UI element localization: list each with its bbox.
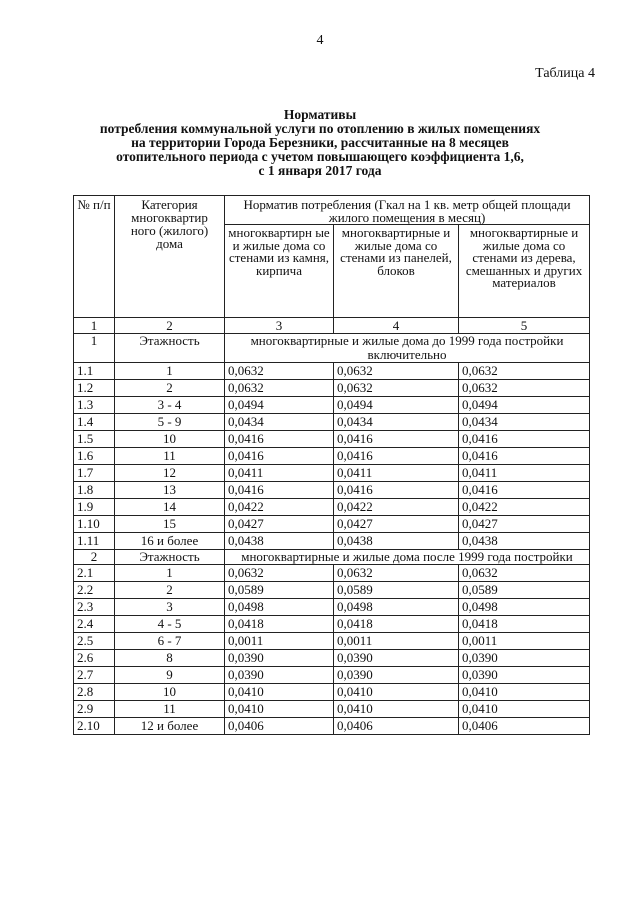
header-category: Категория многоквартир ного (жилого) дома [115,196,225,318]
row-number: 2.8 [74,684,115,701]
section-category: Этажность [115,550,225,565]
title-line-4: отопительного периода с учетом повышающего коэффициента 1,6, [116,149,524,164]
row-value-panel: 0,0416 [334,482,459,499]
row-value-wood: 0,0411 [459,465,590,482]
header-norm: Норматив потребления (Гкал на 1 кв. метр общей площади жилого помещения в месяц) [225,196,590,225]
row-number: 1.5 [74,431,115,448]
row-floors: 9 [115,667,225,684]
section-num: 1 [74,334,115,363]
section-description: многоквартирные и жилые дома до 1999 года постройки включительно [225,334,590,363]
row-value-panel: 0,0632 [334,565,459,582]
header-row-1 [74,196,590,225]
header-num: № п/п [74,196,115,318]
row-number: 2.5 [74,633,115,650]
table-row [74,616,590,633]
row-value-wood: 0,0589 [459,582,590,599]
column-number: 3 [225,318,334,334]
row-number: 1.8 [74,482,115,499]
row-number: 2.4 [74,616,115,633]
header-sub-panel: многоквартирные и жилые дома со стенами из панелей, блоков [334,225,459,318]
header-sub-stone: многоквартирн ые и жилые дома со стенами из камня, кирпича [225,225,334,318]
row-floors: 3 - 4 [115,397,225,414]
row-floors: 8 [115,650,225,667]
norms-table [73,195,590,735]
row-floors: 10 [115,684,225,701]
row-floors: 3 [115,599,225,616]
row-floors: 15 [115,516,225,533]
table-row [74,718,590,735]
section-2-header [74,550,590,565]
table-row [74,499,590,516]
row-value-wood: 0,0498 [459,599,590,616]
table-row [74,565,590,582]
table-row [74,482,590,499]
row-floors: 11 [115,701,225,718]
row-value-panel: 0,0416 [334,448,459,465]
row-floors: 14 [115,499,225,516]
row-value-stone: 0,0390 [225,650,334,667]
row-value-wood: 0,0390 [459,650,590,667]
title-line-3: на территории Города Березники, рассчитанные на 8 месяцев [131,135,509,150]
table-row [74,701,590,718]
row-number: 1.10 [74,516,115,533]
row-number: 2.9 [74,701,115,718]
section-num: 2 [74,550,115,565]
row-value-wood: 0,0416 [459,431,590,448]
table-row [74,684,590,701]
column-number: 5 [459,318,590,334]
table-row [74,650,590,667]
table-row [74,397,590,414]
row-number: 2.1 [74,565,115,582]
table-row [74,380,590,397]
row-floors: 2 [115,380,225,397]
row-value-stone: 0,0410 [225,701,334,718]
row-value-panel: 0,0418 [334,616,459,633]
row-value-stone: 0,0422 [225,499,334,516]
row-value-panel: 0,0416 [334,431,459,448]
row-value-stone: 0,0438 [225,533,334,550]
row-value-panel: 0,0434 [334,414,459,431]
row-value-stone: 0,0011 [225,633,334,650]
table-row [74,465,590,482]
row-value-panel: 0,0427 [334,516,459,533]
row-value-wood: 0,0494 [459,397,590,414]
column-numbers-row [74,318,590,334]
row-number: 2.6 [74,650,115,667]
column-number: 1 [74,318,115,334]
table-row [74,363,590,380]
table-row [74,582,590,599]
row-value-panel: 0,0390 [334,650,459,667]
row-number: 1.6 [74,448,115,465]
row-value-panel: 0,0422 [334,499,459,516]
row-value-wood: 0,0422 [459,499,590,516]
row-number: 1.3 [74,397,115,414]
row-value-wood: 0,0632 [459,363,590,380]
row-value-wood: 0,0427 [459,516,590,533]
header-sub-wood: многоквартирные и жилые дома со стенами из дерева, смешанных и других материалов [459,225,590,318]
table-row [74,667,590,684]
row-value-stone: 0,0494 [225,397,334,414]
title-line-1: Нормативы [283,107,357,122]
row-number: 1.7 [74,465,115,482]
row-value-stone: 0,0410 [225,684,334,701]
row-value-stone: 0,0434 [225,414,334,431]
table-row [74,414,590,431]
row-value-panel: 0,0406 [334,718,459,735]
row-number: 1.11 [74,533,115,550]
document-title [60,108,580,178]
column-number: 2 [115,318,225,334]
section-description: многоквартирные и жилые дома после 1999 года постройки [225,550,590,565]
row-floors: 1 [115,565,225,582]
row-value-panel: 0,0632 [334,363,459,380]
row-value-stone: 0,0632 [225,380,334,397]
row-floors: 11 [115,448,225,465]
page-number: 4 [316,33,324,48]
row-value-panel: 0,0632 [334,380,459,397]
row-value-stone: 0,0416 [225,482,334,499]
row-value-stone: 0,0411 [225,465,334,482]
row-number: 1.2 [74,380,115,397]
row-value-wood: 0,0410 [459,701,590,718]
row-number: 2.3 [74,599,115,616]
row-number: 2.10 [74,718,115,735]
row-value-stone: 0,0632 [225,363,334,380]
row-number: 2.2 [74,582,115,599]
row-floors: 4 - 5 [115,616,225,633]
table-row [74,533,590,550]
row-floors: 10 [115,431,225,448]
row-value-wood: 0,0632 [459,565,590,582]
column-number: 4 [334,318,459,334]
row-value-stone: 0,0632 [225,565,334,582]
section-category: Этажность [115,334,225,363]
row-value-panel: 0,0589 [334,582,459,599]
title-line-2: потребления коммунальной услуги по отоплению в жилых помещениях [99,121,541,136]
row-value-panel: 0,0438 [334,533,459,550]
table-row [74,516,590,533]
row-number: 2.7 [74,667,115,684]
row-value-panel: 0,0410 [334,684,459,701]
row-value-panel: 0,0498 [334,599,459,616]
table-row [74,633,590,650]
row-value-wood: 0,0416 [459,482,590,499]
row-floors: 16 и более [115,533,225,550]
table-label: Таблица 4 [535,66,595,81]
row-value-stone: 0,0418 [225,616,334,633]
row-floors: 12 [115,465,225,482]
row-floors: 12 и более [115,718,225,735]
table-row [74,431,590,448]
row-value-wood: 0,0416 [459,448,590,465]
row-value-wood: 0,0418 [459,616,590,633]
row-value-panel: 0,0410 [334,701,459,718]
row-floors: 2 [115,582,225,599]
row-value-stone: 0,0416 [225,431,334,448]
row-value-wood: 0,0390 [459,667,590,684]
row-number: 1.9 [74,499,115,516]
row-value-stone: 0,0589 [225,582,334,599]
title-line-5: с 1 января 2017 года [258,163,382,178]
row-value-wood: 0,0406 [459,718,590,735]
row-number: 1.4 [74,414,115,431]
row-value-panel: 0,0411 [334,465,459,482]
row-value-panel: 0,0494 [334,397,459,414]
row-value-wood: 0,0632 [459,380,590,397]
row-value-stone: 0,0406 [225,718,334,735]
row-number: 1.1 [74,363,115,380]
row-value-stone: 0,0427 [225,516,334,533]
row-floors: 1 [115,363,225,380]
row-value-panel: 0,0011 [334,633,459,650]
row-value-stone: 0,0390 [225,667,334,684]
table-row [74,448,590,465]
row-value-stone: 0,0498 [225,599,334,616]
row-value-panel: 0,0390 [334,667,459,684]
section-1-header [74,334,590,363]
row-value-wood: 0,0410 [459,684,590,701]
row-value-wood: 0,0434 [459,414,590,431]
row-floors: 6 - 7 [115,633,225,650]
row-floors: 5 - 9 [115,414,225,431]
row-floors: 13 [115,482,225,499]
row-value-wood: 0,0011 [459,633,590,650]
row-value-stone: 0,0416 [225,448,334,465]
table-row [74,599,590,616]
row-value-wood: 0,0438 [459,533,590,550]
